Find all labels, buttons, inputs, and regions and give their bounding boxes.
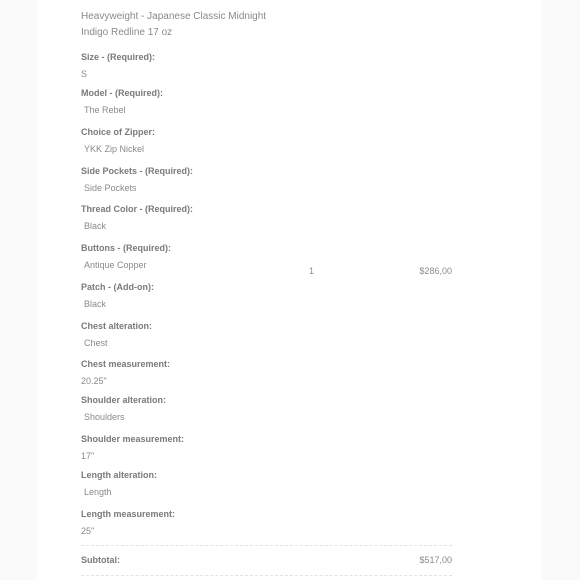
option-label: Length alteration: (81, 470, 157, 480)
option-value: Black (84, 299, 107, 309)
divider (81, 545, 452, 546)
option-length-alteration (81, 469, 157, 498)
option-zipper (81, 126, 155, 155)
option-side-pockets (81, 165, 193, 194)
right-gutter (542, 0, 580, 580)
option-value: Chest (84, 338, 108, 348)
option-thread-color (81, 203, 193, 232)
option-shoulder-alteration (81, 394, 166, 423)
option-label: Size - (Required): (81, 52, 156, 62)
product-title-line-2: Indigo Redline 17 oz (81, 27, 173, 38)
option-label: Side Pockets - (Required): (81, 166, 194, 176)
product-title-line-1: Heavyweight - Japanese Classic Midnight (81, 11, 267, 22)
divider (81, 575, 452, 576)
option-chest-alteration (81, 320, 152, 349)
option-value: 17" (81, 451, 95, 461)
option-shoulder-measurement (81, 433, 184, 462)
line-item-price: $286,00 (419, 266, 452, 276)
product-title (81, 9, 281, 41)
option-value: 20.25" (81, 376, 107, 386)
option-value: 25" (81, 526, 95, 536)
option-patch (81, 281, 154, 310)
option-label: Length measurement: (81, 509, 176, 519)
option-value: Shoulders (84, 412, 125, 422)
option-buttons (81, 242, 171, 271)
option-label: Model - (Required): (81, 88, 163, 98)
subtotal-label: Subtotal: (81, 555, 120, 565)
option-label: Thread Color - (Required): (81, 204, 193, 214)
option-label: Buttons - (Required): (81, 243, 171, 253)
option-value: YKK Zip Nickel (84, 144, 145, 154)
option-label: Chest alteration: (81, 321, 153, 331)
option-label: Choice of Zipper: (81, 127, 155, 137)
option-label: Shoulder alteration: (81, 395, 167, 405)
option-chest-measurement (81, 358, 170, 387)
option-value: S (81, 69, 88, 79)
option-label: Chest measurement: (81, 359, 171, 369)
option-value: The Rebel (84, 105, 126, 115)
option-length-measurement (81, 508, 175, 537)
option-value: Antique Copper (84, 260, 147, 270)
option-label: Shoulder measurement: (81, 434, 185, 444)
option-value: Black (84, 221, 107, 231)
option-model (81, 87, 163, 116)
option-value: Length (84, 487, 112, 497)
line-item-quantity: 1 (309, 266, 315, 276)
left-gutter (0, 0, 37, 580)
option-value: Side Pockets (84, 183, 137, 193)
line-item (81, 9, 453, 49)
option-size (81, 51, 155, 80)
option-label: Patch - (Add-on): (81, 282, 154, 292)
subtotal-value: $517,00 (419, 555, 452, 565)
